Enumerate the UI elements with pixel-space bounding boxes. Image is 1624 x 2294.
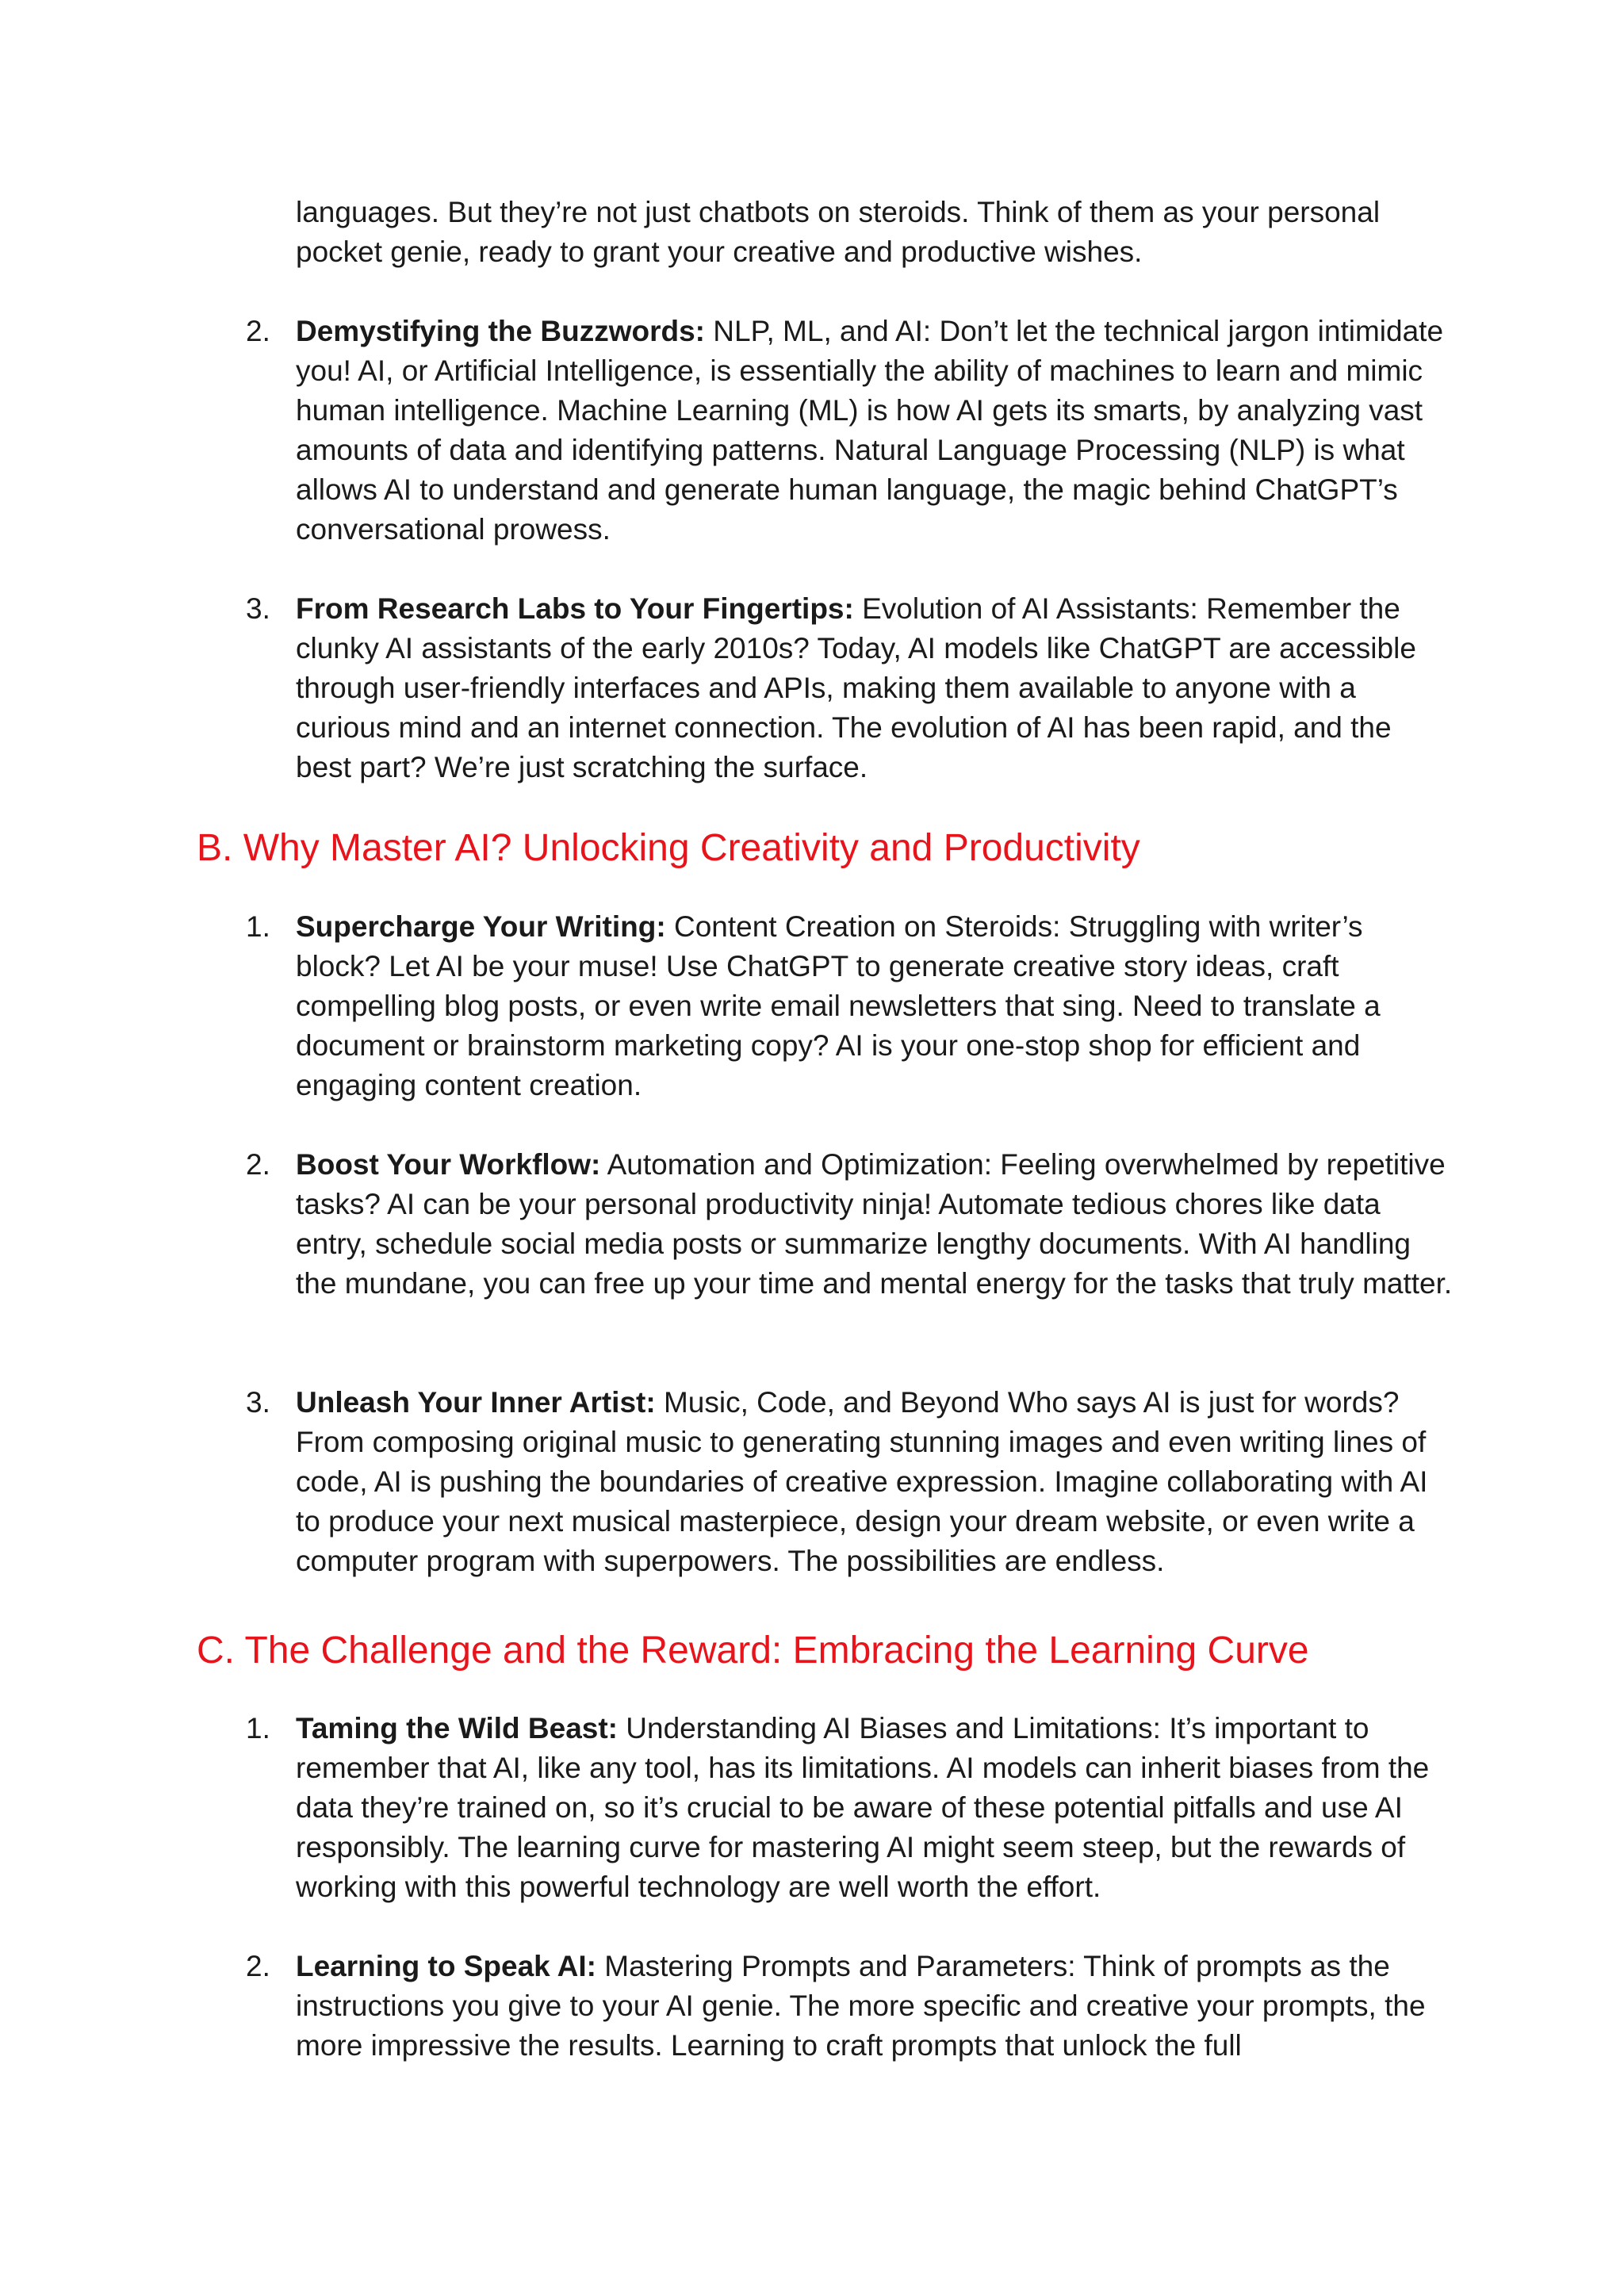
list-item-body	[296, 1383, 1454, 1581]
list-item-text: Automation and Optimization: Feeling overwhelmed by repetitive tasks? AI can be your personal productivity ninja! Automate tedious chores like data entry, schedule social media posts or summarize lengthy documents. With AI handling the mundane, you can free up your time and mental energy for the tasks that truly matter.	[296, 1148, 1453, 1300]
list-item	[0, 312, 1624, 589]
list-item	[0, 907, 1624, 1145]
list-item-title: From Research Labs to Your Fingertips:	[296, 592, 854, 625]
list-item	[0, 1709, 1624, 1947]
list-item-text: NLP, ML, and AI: Don’t let the technical jargon intimidate you! AI, or Artificial Intelligence, is essentially the ability of machines to learn and mimic human intelligence. Machine Learning (ML) is how AI gets its smarts, by analyzing vast amounts of data and identifying patterns. Natural Language Processing (NLP) is what allows AI to understand and generate human language, the magic behind ChatGPT’s conversational prowess.	[296, 315, 1444, 546]
list-item	[0, 589, 1624, 787]
list-item-number: 3.	[246, 1386, 270, 1419]
list-item-body	[296, 1709, 1454, 1907]
list-item-text: Mastering Prompts and Parameters: Think of prompts as the instructions you give to your AI genie. The more specific and creative your prompts, the more impressive the results. Learning to craft prompts that unlock the full	[296, 1950, 1426, 2062]
list-item-title: Supercharge Your Writing:	[296, 910, 666, 943]
section-b-list	[0, 907, 1624, 1581]
list-item-title: Boost Your Workflow:	[296, 1148, 601, 1181]
list-item-body	[296, 589, 1454, 787]
list-item-text: Music, Code, and Beyond Who says AI is just for words? From composing original music to generating stunning images and even writing lines of code, AI is pushing the boundaries of creative expression. Imagine collaborating with AI to produce your next musical masterpiece, design your dream website, or even write a computer program with superpowers. The possibilities are endless.	[296, 1386, 1428, 1577]
section-b-heading: B. Why Master AI? Unlocking Creativity and Productivity	[197, 827, 1140, 869]
list-item-title: Taming the Wild Beast:	[296, 1712, 619, 1744]
list-item-number: 2.	[246, 1950, 270, 1982]
list-item-title: Unleash Your Inner Artist:	[296, 1386, 656, 1419]
list-item-number: 1.	[246, 1712, 270, 1744]
list-item-number: 2.	[246, 1148, 270, 1181]
intro-continued-paragraph: languages. But they’re not just chatbots on steroids. Think of them as your personal pocket genie, ready to grant your creative and productive wishes.	[296, 196, 1381, 268]
list-item-body	[296, 907, 1454, 1105]
list-item	[0, 1947, 1624, 2066]
list-item-number: 3.	[246, 592, 270, 625]
list-item-body	[296, 1145, 1454, 1304]
list-item-body	[296, 312, 1454, 550]
list-item-text: Understanding AI Biases and Limitations: It’s important to remember that AI, like any tool, has its limitations. AI models can inherit biases from the data they’re trained on, so it’s crucial to be aware of these potential pitfalls and use AI responsibly. The learning curve for mastering AI might seem steep, but the rewards of working with this powerful technology are well worth the effort.	[296, 1712, 1430, 1903]
section-c-list	[0, 1709, 1624, 2066]
list-item-body	[296, 1947, 1454, 2066]
list-item	[0, 1145, 1624, 1383]
section-c-heading: C. The Challenge and the Reward: Embracing the Learning Curve	[197, 1630, 1309, 1672]
list-item-text: Evolution of AI Assistants: Remember the clunky AI assistants of the early 2010s? Today, AI models like ChatGPT are accessible through user-friendly interfaces and APIs, making them available to anyone with a curious mind and an internet connection. The evolution of AI has been rapid, and the best part? We’re just scratching the surface.	[296, 592, 1416, 783]
list-item-number: 1.	[246, 910, 270, 943]
list-item	[0, 1383, 1624, 1581]
list-item-title: Demystifying the Buzzwords:	[296, 315, 705, 347]
list-item-text: Content Creation on Steroids: Struggling with writer’s block? Let AI be your muse! Use ChatGPT to generate creative story ideas, craft compelling blog posts, or even write email newsletters that sing. Need to translate a document or brainstorm marketing copy? AI is your one-stop shop for efficient and engaging content creation.	[296, 910, 1381, 1101]
list-item-number: 2.	[246, 315, 270, 347]
section-a-list	[0, 312, 1624, 787]
list-item-title: Learning to Speak AI:	[296, 1950, 596, 1982]
